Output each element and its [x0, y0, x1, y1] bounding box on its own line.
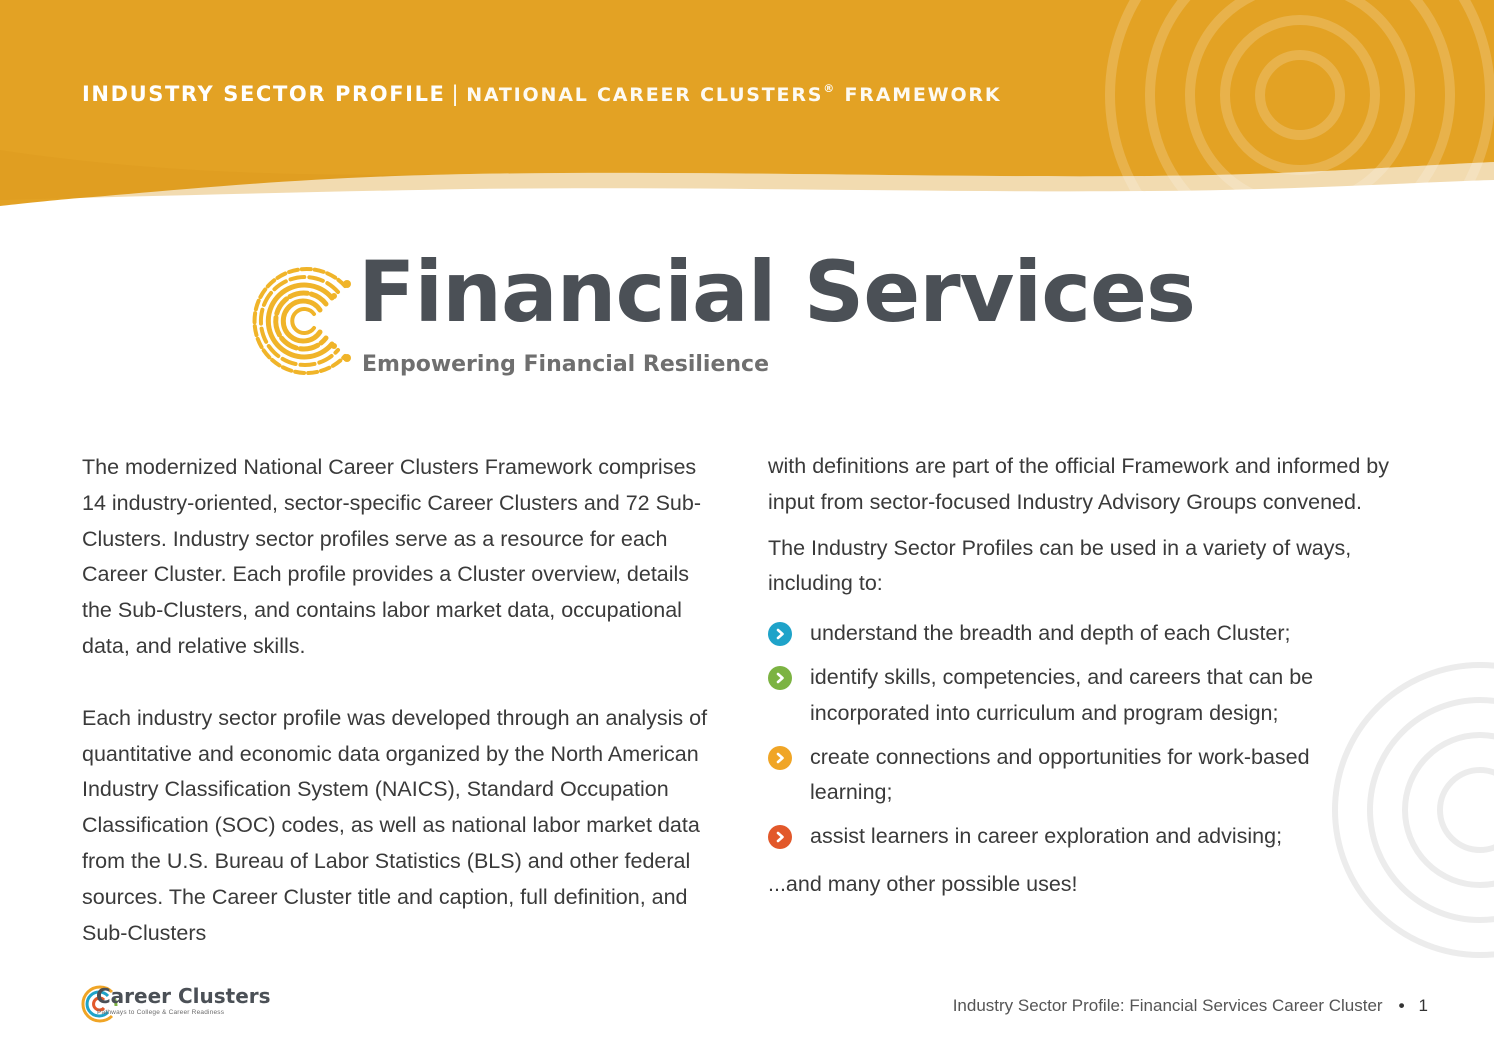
methodology-paragraph: Each industry sector profile was developed through an analysis of quantitative and economic data organized by the North American Industry Classification System (NAICS), Standard Occupation Classification (SOC) codes, as well as national labor market data from the U.S. Bureau of Labor Statistics (BLS) and other federal sources. The Career Cluster title and caption, full definition, and Sub-Clusters	[82, 705, 708, 945]
header-background	[0, 0, 1494, 215]
uses-intro: The Industry Sector Profiles can be used in a variety of ways, including to:	[768, 535, 1352, 596]
page-number: 1	[1418, 996, 1428, 1015]
header-title	[82, 82, 1001, 106]
cluster-caption: Empowering Financial Resilience	[362, 352, 770, 377]
left-column	[82, 450, 722, 951]
footer-logo-name: Career Clusters	[96, 984, 271, 1008]
use-text: create connections and opportunities for work-based learning;	[810, 744, 1310, 805]
header-title-strong: INDUSTRY SECTOR PROFILE	[82, 82, 446, 106]
chevron-right-icon	[768, 622, 792, 646]
decorative-rings	[1250, 640, 1494, 970]
career-clusters-c-icon	[240, 258, 366, 384]
footer-doc-label: Industry Sector Profile: Financial Services Career Cluster	[952, 996, 1383, 1015]
header-framework-end: FRAMEWORK	[844, 84, 1002, 106]
footer-logo-tagline: Pathways to College & Career Readiness	[97, 1009, 225, 1016]
footer-page-label	[953, 996, 1428, 1016]
header-framework-name: NATIONAL CAREER CLUSTERS	[466, 84, 824, 106]
header-band	[0, 0, 1494, 215]
intro-paragraph: The modernized National Career Clusters Framework comprises 14 industry-oriented, sector-specific Career Clusters and 72 Sub-Clusters. Industry sector profiles serve as a resource for each Career Cluster. Each profile provides a Cluster overview, details the Sub-Clusters, and contains labor market data, occupational data, and relative skills.	[82, 455, 702, 658]
use-text: understand the breadth and depth of each Cluster;	[810, 621, 1291, 646]
chevron-right-icon	[768, 666, 792, 690]
header-separator: |	[451, 82, 461, 106]
footer-bullet: •	[1398, 996, 1405, 1015]
use-text: assist learners in career exploration and advising;	[810, 824, 1283, 849]
footer-logo	[80, 982, 270, 1032]
registered-mark: ®	[823, 82, 837, 95]
use-text: identify skills, competencies, and careers that can be incorporated into curriculum and program design;	[810, 664, 1314, 725]
continuation-paragraph: with definitions are part of the official Framework and informed by input from sector-focused Industry Advisory Groups convened.	[768, 454, 1390, 514]
cluster-title: Financial Services	[358, 243, 1195, 341]
header-title-light	[466, 84, 1001, 106]
chevron-right-icon	[768, 825, 792, 849]
closing-line: ...and many other possible uses!	[768, 871, 1078, 896]
chevron-right-icon	[768, 746, 792, 770]
